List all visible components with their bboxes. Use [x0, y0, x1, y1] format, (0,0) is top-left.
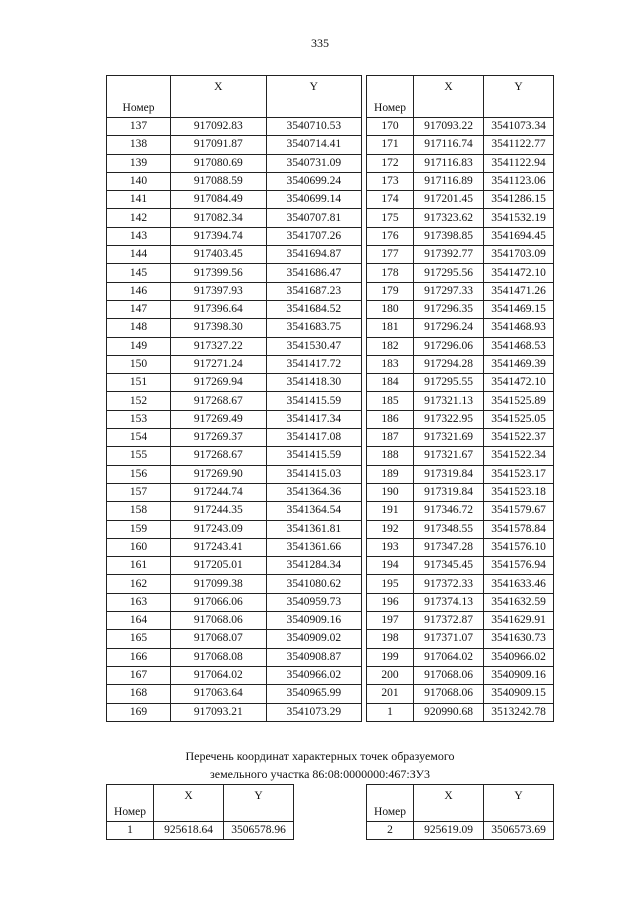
y-coordinate-cell: 3541471.26 [484, 282, 554, 300]
x-coordinate-cell: 917323.62 [414, 209, 484, 227]
x-coordinate-cell: 917321.69 [414, 429, 484, 447]
point-number-cell: 182 [367, 337, 414, 355]
y-coordinate-cell: 3541364.54 [266, 502, 361, 520]
y-coordinate-cell: 3540966.02 [484, 648, 554, 666]
x-coordinate-cell: 917321.13 [414, 392, 484, 410]
table-row [107, 429, 362, 447]
x-coordinate-cell: 917296.06 [414, 337, 484, 355]
x-coordinate-cell: 917296.24 [414, 319, 484, 337]
y-coordinate-cell: 3541080.62 [266, 575, 361, 593]
point-number-cell: 179 [367, 282, 414, 300]
table-row [367, 300, 554, 318]
table-row [107, 822, 294, 840]
x-coordinate-cell: 917269.49 [171, 410, 266, 428]
point-number-cell: 155 [107, 447, 171, 465]
point-number-cell: 176 [367, 227, 414, 245]
point-number-cell: 178 [367, 264, 414, 282]
table-row [107, 319, 362, 337]
header-number: Номер [367, 785, 414, 822]
point-number-cell: 175 [367, 209, 414, 227]
x-coordinate-cell: 917068.06 [171, 612, 266, 630]
table-row [107, 337, 362, 355]
point-number-cell: 154 [107, 429, 171, 447]
parcel-right-body [367, 822, 554, 840]
point-number-cell: 137 [107, 118, 171, 136]
table-row [367, 429, 554, 447]
caption-line-2: земельного участка 86:08:0000000:467:ЗУ3 [210, 767, 430, 781]
point-number-cell: 184 [367, 374, 414, 392]
point-number-cell: 180 [367, 300, 414, 318]
y-coordinate-cell: 3541415.03 [266, 465, 361, 483]
y-coordinate-cell: 3541525.89 [484, 392, 554, 410]
table-row [367, 118, 554, 136]
point-number-cell: 144 [107, 246, 171, 264]
y-coordinate-cell: 3541579.67 [484, 502, 554, 520]
caption [0, 747, 640, 783]
x-coordinate-cell: 917201.45 [414, 191, 484, 209]
x-coordinate-cell: 917243.41 [171, 538, 266, 556]
table-row [367, 191, 554, 209]
x-coordinate-cell: 917064.02 [171, 666, 266, 684]
point-number-cell: 158 [107, 502, 171, 520]
y-coordinate-cell: 3540909.16 [484, 666, 554, 684]
y-coordinate-cell: 3540710.53 [266, 118, 361, 136]
point-number-cell: 162 [107, 575, 171, 593]
y-coordinate-cell: 3506573.69 [484, 822, 554, 840]
table-row [367, 172, 554, 190]
point-number-cell: 174 [367, 191, 414, 209]
x-coordinate-cell: 917297.33 [414, 282, 484, 300]
table-row [107, 630, 362, 648]
point-number-cell: 187 [367, 429, 414, 447]
x-coordinate-cell: 917066.06 [171, 593, 266, 611]
y-coordinate-cell: 3506578.96 [224, 822, 294, 840]
table-row [367, 612, 554, 630]
point-number-cell: 197 [367, 612, 414, 630]
point-number-cell: 190 [367, 483, 414, 501]
y-coordinate-cell: 3541123.06 [484, 172, 554, 190]
y-coordinate-cell: 3541703.09 [484, 246, 554, 264]
table-row [107, 465, 362, 483]
y-coordinate-cell: 3541286.15 [484, 191, 554, 209]
y-coordinate-cell: 3541629.91 [484, 612, 554, 630]
x-coordinate-cell: 917403.45 [171, 246, 266, 264]
table-row [367, 703, 554, 721]
y-coordinate-cell: 3541707.26 [266, 227, 361, 245]
point-number-cell: 149 [107, 337, 171, 355]
x-coordinate-cell: 917374.13 [414, 593, 484, 611]
point-number-cell: 143 [107, 227, 171, 245]
y-coordinate-cell: 3541468.53 [484, 337, 554, 355]
y-coordinate-cell: 3541364.36 [266, 483, 361, 501]
point-number-cell: 169 [107, 703, 171, 721]
x-coordinate-cell: 917322.95 [414, 410, 484, 428]
point-number-cell: 196 [367, 593, 414, 611]
point-number-cell: 183 [367, 355, 414, 373]
table-row [367, 575, 554, 593]
point-number-cell: 186 [367, 410, 414, 428]
x-coordinate-cell: 917345.45 [414, 557, 484, 575]
y-coordinate-cell: 3541122.94 [484, 154, 554, 172]
table-row [367, 209, 554, 227]
point-number-cell: 167 [107, 666, 171, 684]
point-number-cell: 189 [367, 465, 414, 483]
table-row [367, 374, 554, 392]
point-number-cell: 157 [107, 483, 171, 501]
table-row [107, 593, 362, 611]
table-row [367, 685, 554, 703]
x-coordinate-cell: 917347.28 [414, 538, 484, 556]
point-number-cell: 159 [107, 520, 171, 538]
y-coordinate-cell: 3541523.18 [484, 483, 554, 501]
y-coordinate-cell: 3513242.78 [484, 703, 554, 721]
x-coordinate-cell: 917084.49 [171, 191, 266, 209]
page-number: 335 [311, 36, 329, 50]
table-row [367, 502, 554, 520]
table-row [107, 557, 362, 575]
point-number-cell: 194 [367, 557, 414, 575]
point-number-cell: 166 [107, 648, 171, 666]
point-number-cell: 161 [107, 557, 171, 575]
x-coordinate-cell: 917092.83 [171, 118, 266, 136]
point-number-cell: 195 [367, 575, 414, 593]
table-row [367, 319, 554, 337]
table-row [107, 666, 362, 684]
y-coordinate-cell: 3541469.15 [484, 300, 554, 318]
point-number-cell: 200 [367, 666, 414, 684]
y-coordinate-cell: 3541472.10 [484, 264, 554, 282]
y-coordinate-cell: 3541578.84 [484, 520, 554, 538]
table-row [107, 410, 362, 428]
x-coordinate-cell: 917271.24 [171, 355, 266, 373]
x-coordinate-cell: 917063.64 [171, 685, 266, 703]
table-row [367, 593, 554, 611]
x-coordinate-cell: 917088.59 [171, 172, 266, 190]
table-row [367, 648, 554, 666]
point-number-cell: 140 [107, 172, 171, 190]
x-coordinate-cell: 917116.89 [414, 172, 484, 190]
y-coordinate-cell: 3541284.34 [266, 557, 361, 575]
point-number-cell: 142 [107, 209, 171, 227]
point-number-cell: 141 [107, 191, 171, 209]
x-coordinate-cell: 917243.09 [171, 520, 266, 538]
y-coordinate-cell: 3541522.34 [484, 447, 554, 465]
x-coordinate-cell: 917372.87 [414, 612, 484, 630]
point-number-cell: 198 [367, 630, 414, 648]
table-row [107, 282, 362, 300]
point-number-cell: 171 [367, 136, 414, 154]
y-coordinate-cell: 3541684.52 [266, 300, 361, 318]
table-row [367, 410, 554, 428]
table-row [367, 227, 554, 245]
y-coordinate-cell: 3541417.08 [266, 429, 361, 447]
table-row [107, 264, 362, 282]
parcel-left-body [107, 822, 294, 840]
x-coordinate-cell: 917399.56 [171, 264, 266, 282]
x-coordinate-cell: 917068.07 [171, 630, 266, 648]
x-coordinate-cell: 917268.67 [171, 392, 266, 410]
x-coordinate-cell: 917392.77 [414, 246, 484, 264]
x-coordinate-cell: 917397.93 [171, 282, 266, 300]
point-number-cell: 148 [107, 319, 171, 337]
y-coordinate-cell: 3540699.24 [266, 172, 361, 190]
header-y: Y [484, 76, 554, 118]
point-number-cell: 191 [367, 502, 414, 520]
point-number-cell: 168 [107, 685, 171, 703]
point-number-cell: 150 [107, 355, 171, 373]
y-coordinate-cell: 3540707.81 [266, 209, 361, 227]
header-x: X [414, 785, 484, 822]
point-number-cell: 192 [367, 520, 414, 538]
table-row [107, 538, 362, 556]
x-coordinate-cell: 917068.06 [414, 666, 484, 684]
y-coordinate-cell: 3541472.10 [484, 374, 554, 392]
point-number-cell: 173 [367, 172, 414, 190]
x-coordinate-cell: 917068.08 [171, 648, 266, 666]
x-coordinate-cell: 917064.02 [414, 648, 484, 666]
table-row [367, 355, 554, 373]
right-table-body [367, 118, 554, 722]
point-number-cell: 188 [367, 447, 414, 465]
table-row [367, 666, 554, 684]
y-coordinate-cell: 3541361.66 [266, 538, 361, 556]
x-coordinate-cell: 917068.06 [414, 685, 484, 703]
point-number-cell: 193 [367, 538, 414, 556]
point-number-cell: 1 [107, 822, 154, 840]
point-number-cell: 151 [107, 374, 171, 392]
y-coordinate-cell: 3541415.59 [266, 447, 361, 465]
x-coordinate-cell: 917093.21 [171, 703, 266, 721]
table-row [107, 246, 362, 264]
table-row [107, 612, 362, 630]
point-number-cell: 181 [367, 319, 414, 337]
parcel-table-right [366, 784, 554, 840]
x-coordinate-cell: 917099.38 [171, 575, 266, 593]
x-coordinate-cell: 917093.22 [414, 118, 484, 136]
y-coordinate-cell: 3541530.47 [266, 337, 361, 355]
x-coordinate-cell: 917269.37 [171, 429, 266, 447]
y-coordinate-cell: 3541576.10 [484, 538, 554, 556]
table-row [107, 172, 362, 190]
y-coordinate-cell: 3541073.29 [266, 703, 361, 721]
x-coordinate-cell: 917116.74 [414, 136, 484, 154]
header-x: X [171, 76, 266, 118]
y-coordinate-cell: 3541686.47 [266, 264, 361, 282]
header-y: Y [484, 785, 554, 822]
table-row [367, 557, 554, 575]
table-row [107, 648, 362, 666]
y-coordinate-cell: 3541683.75 [266, 319, 361, 337]
y-coordinate-cell: 3541469.39 [484, 355, 554, 373]
y-coordinate-cell: 3541532.19 [484, 209, 554, 227]
x-coordinate-cell: 917268.67 [171, 447, 266, 465]
table-row [107, 447, 362, 465]
parcel-table-left [106, 784, 294, 840]
point-number-cell: 199 [367, 648, 414, 666]
table-row [107, 191, 362, 209]
x-coordinate-cell: 917295.55 [414, 374, 484, 392]
table-row [367, 465, 554, 483]
x-coordinate-cell: 925619.09 [414, 822, 484, 840]
table-row [107, 209, 362, 227]
y-coordinate-cell: 3541633.46 [484, 575, 554, 593]
x-coordinate-cell: 917321.67 [414, 447, 484, 465]
point-number-cell: 146 [107, 282, 171, 300]
point-number-cell: 138 [107, 136, 171, 154]
table-row [367, 154, 554, 172]
x-coordinate-cell: 917398.30 [171, 319, 266, 337]
y-coordinate-cell: 3540731.09 [266, 154, 361, 172]
x-coordinate-cell: 917398.85 [414, 227, 484, 245]
point-number-cell: 165 [107, 630, 171, 648]
y-coordinate-cell: 3541073.34 [484, 118, 554, 136]
table-row [367, 392, 554, 410]
table-row [367, 337, 554, 355]
point-number-cell: 139 [107, 154, 171, 172]
table-row [107, 685, 362, 703]
x-coordinate-cell: 917372.33 [414, 575, 484, 593]
table-row [367, 822, 554, 840]
y-coordinate-cell: 3540965.99 [266, 685, 361, 703]
table-row [107, 374, 362, 392]
point-number-cell: 164 [107, 612, 171, 630]
x-coordinate-cell: 917346.72 [414, 502, 484, 520]
table-row [367, 447, 554, 465]
x-coordinate-cell: 917394.74 [171, 227, 266, 245]
table-row [107, 355, 362, 373]
point-number-cell: 172 [367, 154, 414, 172]
x-coordinate-cell: 917348.55 [414, 520, 484, 538]
x-coordinate-cell: 917296.35 [414, 300, 484, 318]
table-row [367, 282, 554, 300]
table-row [107, 118, 362, 136]
x-coordinate-cell: 917082.34 [171, 209, 266, 227]
x-coordinate-cell: 917319.84 [414, 465, 484, 483]
table-row [107, 300, 362, 318]
point-number-cell: 185 [367, 392, 414, 410]
y-coordinate-cell: 3541122.77 [484, 136, 554, 154]
left-table-body [107, 118, 362, 722]
y-coordinate-cell: 3541525.05 [484, 410, 554, 428]
caption-line-1: Перечень координат характерных точек образуемого [185, 749, 455, 763]
header-x: X [414, 76, 484, 118]
y-coordinate-cell: 3541418.30 [266, 374, 361, 392]
x-coordinate-cell: 917295.56 [414, 264, 484, 282]
y-coordinate-cell: 3540966.02 [266, 666, 361, 684]
point-number-cell: 147 [107, 300, 171, 318]
point-number-cell: 145 [107, 264, 171, 282]
y-coordinate-cell: 3540909.02 [266, 630, 361, 648]
y-coordinate-cell: 3541523.17 [484, 465, 554, 483]
point-number-cell: 153 [107, 410, 171, 428]
x-coordinate-cell: 917244.74 [171, 483, 266, 501]
x-coordinate-cell: 917080.69 [171, 154, 266, 172]
point-number-cell: 163 [107, 593, 171, 611]
table-row [367, 538, 554, 556]
table-row [107, 483, 362, 501]
x-coordinate-cell: 917205.01 [171, 557, 266, 575]
table-row [107, 703, 362, 721]
y-coordinate-cell: 3540909.16 [266, 612, 361, 630]
x-coordinate-cell: 917269.90 [171, 465, 266, 483]
y-coordinate-cell: 3540714.41 [266, 136, 361, 154]
point-number-cell: 156 [107, 465, 171, 483]
point-number-cell: 201 [367, 685, 414, 703]
y-coordinate-cell: 3541522.37 [484, 429, 554, 447]
y-coordinate-cell: 3541417.72 [266, 355, 361, 373]
header-x: X [154, 785, 224, 822]
point-number-cell: 177 [367, 246, 414, 264]
table-row [367, 264, 554, 282]
x-coordinate-cell: 917327.22 [171, 337, 266, 355]
table-row [367, 246, 554, 264]
y-coordinate-cell: 3540959.73 [266, 593, 361, 611]
y-coordinate-cell: 3541687.23 [266, 282, 361, 300]
y-coordinate-cell: 3540909.15 [484, 685, 554, 703]
header-y: Y [266, 76, 361, 118]
y-coordinate-cell: 3541694.87 [266, 246, 361, 264]
point-number-cell: 170 [367, 118, 414, 136]
x-coordinate-cell: 917269.94 [171, 374, 266, 392]
header-number: Номер [107, 76, 171, 118]
y-coordinate-cell: 3541361.81 [266, 520, 361, 538]
x-coordinate-cell: 920990.68 [414, 703, 484, 721]
header-number: Номер [107, 785, 154, 822]
x-coordinate-cell: 917294.28 [414, 355, 484, 373]
table-row [367, 630, 554, 648]
table-row [367, 483, 554, 501]
table-row [107, 575, 362, 593]
x-coordinate-cell: 917396.64 [171, 300, 266, 318]
y-coordinate-cell: 3541694.45 [484, 227, 554, 245]
y-coordinate-cell: 3541468.93 [484, 319, 554, 337]
y-coordinate-cell: 3540699.14 [266, 191, 361, 209]
table-row [107, 136, 362, 154]
x-coordinate-cell: 917116.83 [414, 154, 484, 172]
table-row [367, 136, 554, 154]
header-y: Y [224, 785, 294, 822]
x-coordinate-cell: 925618.64 [154, 822, 224, 840]
x-coordinate-cell: 917319.84 [414, 483, 484, 501]
y-coordinate-cell: 3541630.73 [484, 630, 554, 648]
y-coordinate-cell: 3541632.59 [484, 593, 554, 611]
table-row [107, 227, 362, 245]
y-coordinate-cell: 3541415.59 [266, 392, 361, 410]
y-coordinate-cell: 3540908.87 [266, 648, 361, 666]
x-coordinate-cell: 917091.87 [171, 136, 266, 154]
header-number: Номер [367, 76, 414, 118]
y-coordinate-cell: 3541576.94 [484, 557, 554, 575]
x-coordinate-cell: 917244.35 [171, 502, 266, 520]
table-row [367, 520, 554, 538]
point-number-cell: 160 [107, 538, 171, 556]
table-row [107, 392, 362, 410]
coordinates-table-right [366, 75, 554, 722]
point-number-cell: 1 [367, 703, 414, 721]
table-row [107, 520, 362, 538]
coordinates-table-left [106, 75, 362, 722]
table-row [107, 154, 362, 172]
table-row [107, 502, 362, 520]
y-coordinate-cell: 3541417.34 [266, 410, 361, 428]
point-number-cell: 152 [107, 392, 171, 410]
x-coordinate-cell: 917371.07 [414, 630, 484, 648]
point-number-cell: 2 [367, 822, 414, 840]
